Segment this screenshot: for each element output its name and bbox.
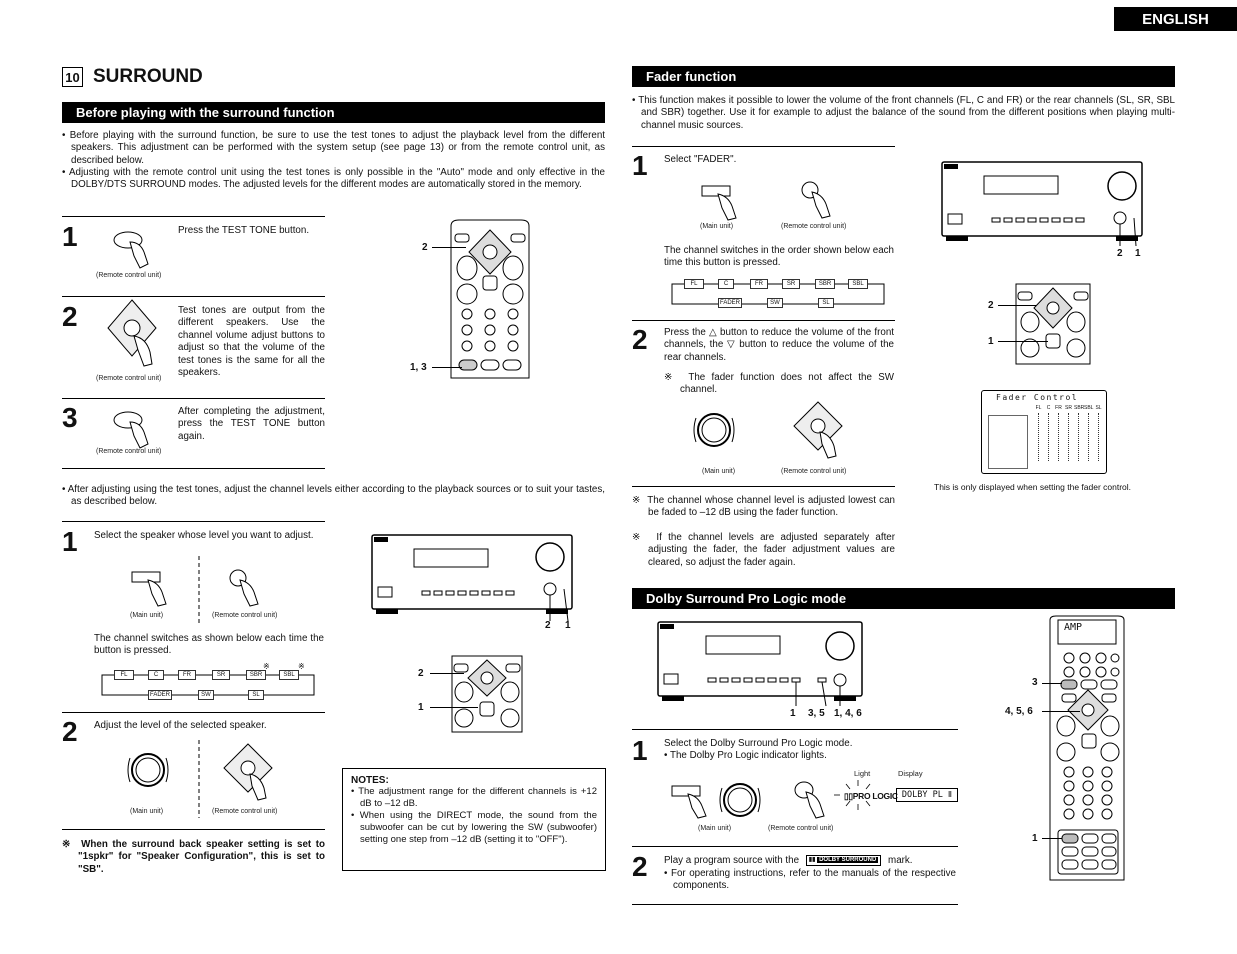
osd-channel-label: SBR <box>1074 405 1085 411</box>
channel-box: SL <box>818 298 834 308</box>
channel-box: FADER <box>719 300 740 306</box>
osd-channel-label: C <box>1046 405 1051 411</box>
dolby-step-1-cap-remote: (Remote control unit) <box>768 825 834 832</box>
main-unit-button-icon <box>700 182 744 222</box>
channel-box: C <box>718 279 734 289</box>
channel-box: FADER <box>149 692 170 698</box>
dolby-heading: Dolby Surround Pro Logic mode <box>632 588 1175 609</box>
dolby-step-2-text: Play a program source with the ▮▮ DOLBY SURROUND mark. <box>664 855 913 867</box>
test-step-3-caption: (Remote control unit) <box>96 448 162 455</box>
fader-osd-screen <box>981 390 1107 474</box>
display-label: Display <box>898 769 923 778</box>
volume-knob-icon <box>716 778 764 822</box>
dolby-unit-label-1-4-6: 1, 4, 6 <box>834 708 862 719</box>
channel-box: SW <box>198 690 214 700</box>
channel-box: SL <box>248 690 264 700</box>
dolby-unit-label-3-5: 3, 5 <box>808 708 825 719</box>
test-step-1-caption: (Remote control unit) <box>96 272 162 279</box>
channel-box: FR <box>750 279 768 289</box>
test-step-1-number: 1 <box>62 221 78 252</box>
fader-remote-label-2: 2 <box>988 300 994 311</box>
fader-step-1-text: Select "FADER". <box>664 154 737 165</box>
remote-button-icon <box>792 780 832 820</box>
main-unit-illustration <box>940 162 1146 252</box>
dolby-step-1-cap-main: (Main unit) <box>698 825 732 832</box>
pro-logic-indicator: ▯▯PRO LOGIC <box>844 791 898 801</box>
osd-level-bar <box>1048 413 1050 461</box>
before-heading: Before playing with the surround function <box>62 102 605 123</box>
dolby-step-2-number: 2 <box>632 851 648 882</box>
remote-illustration <box>445 220 535 378</box>
main-unit-button-icon <box>130 568 174 608</box>
test-step-2-number: 2 <box>62 301 78 332</box>
channel-box: SR <box>212 670 230 680</box>
remote-label-2: 2 <box>422 242 428 253</box>
fader-remote-label-1: 1 <box>988 336 994 347</box>
light-label: Light <box>854 769 871 778</box>
fader-unit-label-1: 1 <box>1135 248 1141 259</box>
osd-channel-column <box>1044 405 1053 469</box>
remote-button-icon <box>226 568 270 608</box>
osd-channel-column <box>1054 405 1063 469</box>
channel-box: C <box>148 670 164 680</box>
osd-channel-label: SL <box>1095 405 1102 411</box>
channel-step-1-cap-main: (Main unit) <box>130 612 164 619</box>
osd-level-bar <box>1038 413 1040 461</box>
volume-knob-icon <box>124 748 174 792</box>
remote-display: AMP <box>1064 622 1083 633</box>
channel-box: SBR <box>246 670 266 680</box>
test-step-3-text: After completing the adjustment, press the TEST TONE button again. <box>178 406 325 442</box>
osd-title: Fader Control <box>996 393 1079 402</box>
channel-box: SBL <box>848 279 868 289</box>
unit-label-2: 2 <box>545 620 551 631</box>
fader-step-2-cap-main: (Main unit) <box>702 468 736 475</box>
fader-step-1-cap-remote: (Remote control unit) <box>781 223 847 230</box>
remote2-label-1: 1 <box>418 702 424 713</box>
channel-box: SBR <box>815 279 835 289</box>
cursor-pad-icon <box>220 742 276 802</box>
after-bullet: • After adjusting using the test tones, adjust the channel levels either according to the playback sources or to suit your tastes, as described below. <box>62 484 605 508</box>
button-press-icon <box>110 408 160 450</box>
remote-illustration <box>1012 284 1094 364</box>
remote-label-1-3: 1, 3 <box>410 362 427 373</box>
channel-box: SBL <box>279 670 299 680</box>
remote-illustration <box>448 656 526 732</box>
osd-level-bar <box>1058 413 1060 461</box>
channel-box: FR <box>178 670 196 680</box>
osd-channel-label: SR <box>1065 405 1072 411</box>
osd-channel-column <box>1064 405 1073 469</box>
fader-step-2-note: ※ The fader function does not affect the SW channel. <box>664 372 894 396</box>
channel-step-1-number: 1 <box>62 526 78 557</box>
dolby-remote-label-3: 3 <box>1032 677 1038 688</box>
dolby-step-1-number: 1 <box>632 735 648 766</box>
osd-level-bar <box>1088 413 1090 461</box>
osd-level-bar <box>1078 413 1080 461</box>
channel-box: SW <box>767 298 783 308</box>
osd-channel-column <box>1094 405 1103 469</box>
channel-step-2-text: Adjust the level of the selected speaker. <box>94 720 267 731</box>
main-unit-illustration <box>370 535 576 625</box>
cursor-pad-icon <box>104 298 160 370</box>
section-number: 10 <box>62 67 83 87</box>
channel-step-2-cap-main: (Main unit) <box>130 808 164 815</box>
cursor-pad-icon <box>790 400 846 460</box>
remote-button-icon <box>798 180 842 220</box>
section-title <box>62 66 203 88</box>
volume-knob-icon <box>690 408 740 454</box>
fader-step-1-after: The channel switches in the order shown below each time this button is pressed. <box>664 245 894 269</box>
dolby-step-1-sub: • The Dolby Pro Logic indicator lights. <box>664 750 827 761</box>
channel-step-2-number: 2 <box>62 716 78 747</box>
dolby-mark: ▮▮ DOLBY SURROUND <box>806 855 882 866</box>
channel-box: FL <box>684 279 704 289</box>
language-badge: ENGLISH <box>1114 7 1237 31</box>
notes-item: • The adjustment range for the different channels is +12 dB to –12 dB. <box>351 786 598 809</box>
osd-channel-label: FL <box>1035 405 1042 411</box>
channel-box: FL <box>114 670 134 680</box>
remote-illustration <box>1044 616 1130 882</box>
notes-title: NOTES: <box>351 775 389 786</box>
fader-step-2-text: Press the △ button to reduce the volume of the front channels, the ▽ button to reduce the volume of the rear channels. <box>664 327 894 363</box>
osd-level-bar <box>1098 413 1100 461</box>
osd-level-bar <box>1068 413 1070 461</box>
channel-step-1-after: The channel switches as shown below each time the button is pressed. <box>94 633 324 657</box>
dolby-step-2-sub: • For operating instructions, refer to the manuals of the respective components. <box>664 868 956 892</box>
fader-step-1-number: 1 <box>632 150 648 181</box>
fader-step-2-number: 2 <box>632 324 648 355</box>
channel-step-1-text: Select the speaker whose level you want to adjust. <box>94 530 314 541</box>
section-name: SURROUND <box>93 66 203 87</box>
before-bullet-2: • Adjusting with the remote control unit using the test tones is only possible in the "Auto" mode and only effective in the DOLBY/DTS SURROUND modes. The adjusted levels for the different modes are automatically stored in the memory. <box>62 167 605 191</box>
before-bullet-1: • Before playing with the surround function, be sure to use the test tones to adjust the playback level from the different speakers. This adjustment can be performed with the system setup (see page 13) or from the remote control unit, as described below. <box>62 130 606 166</box>
osd-caption: This is only displayed when setting the fader control. <box>934 482 1132 492</box>
fader-step-1-cap-main: (Main unit) <box>700 223 734 230</box>
channel-box: SR <box>782 279 800 289</box>
fader-heading: Fader function <box>632 66 1175 87</box>
test-step-3-number: 3 <box>62 402 78 433</box>
display-readout: DOLBY PL Ⅱ <box>896 788 958 802</box>
notes-box <box>342 768 606 871</box>
main-unit-button-icon <box>670 780 710 820</box>
test-step-2-caption: (Remote control unit) <box>96 375 162 382</box>
dolby-step-1-text: Select the Dolby Surround Pro Logic mode. <box>664 738 853 749</box>
fader-note-2: ※ If the channel levels are adjusted separately after adjusting the fader, the fader adjustment values are cleared, so adjust the fader again. <box>632 532 895 568</box>
osd-channel-column <box>1084 405 1093 469</box>
osd-channel-label: FR <box>1055 405 1062 411</box>
notes-item: • When using the DIRECT mode, the sound from the subwoofer can be cut by lowering the SW (subwoofer) setting one step from –12 dB (setting it to "OFF"). <box>351 810 597 845</box>
fader-step-2-cap-remote: (Remote control unit) <box>781 468 847 475</box>
channel-step-1-cap-remote: (Remote control unit) <box>212 612 278 619</box>
test-step-2-text: Test tones are output from the different speakers. Use the channel volume adjust buttons to adjust so that the volume of the test tones is the same for all the speakers. <box>178 305 325 379</box>
remote2-label-2: 2 <box>418 668 424 679</box>
osd-channel-label: SBL <box>1084 405 1094 411</box>
dolby-remote-label-4-5-6: 4, 5, 6 <box>1005 706 1033 717</box>
fader-unit-label-2: 2 <box>1117 248 1123 259</box>
osd-channel-column <box>1034 405 1043 469</box>
osd-channel-column <box>1074 405 1083 469</box>
test-step-1-text: Press the TEST TONE button. <box>178 225 310 236</box>
dolby-unit-label-1: 1 <box>790 708 796 719</box>
button-press-icon <box>110 228 160 270</box>
unit-label-1: 1 <box>565 620 571 631</box>
main-unit-illustration <box>656 622 864 712</box>
fader-note-1: ※ The channel whose channel level is adjusted lowest can be faded to –12 dB using the fader function. <box>632 495 895 519</box>
fader-bullet: • This function makes it possible to lower the volume of the front channels (FL, C and FR) or the rear channels (SL, SR, SBL and SBR) together. Use it for example to adjust the balance of the sound from the different positions when playing multi-channel music sources. <box>632 95 1175 131</box>
channel-step-2-cap-remote: (Remote control unit) <box>212 808 278 815</box>
footnote: ※ When the surround back speaker setting is set to "1spkr" for "Speaker Configuration", this is set to "SB". <box>62 839 325 875</box>
dolby-remote-label-1: 1 <box>1032 833 1038 844</box>
